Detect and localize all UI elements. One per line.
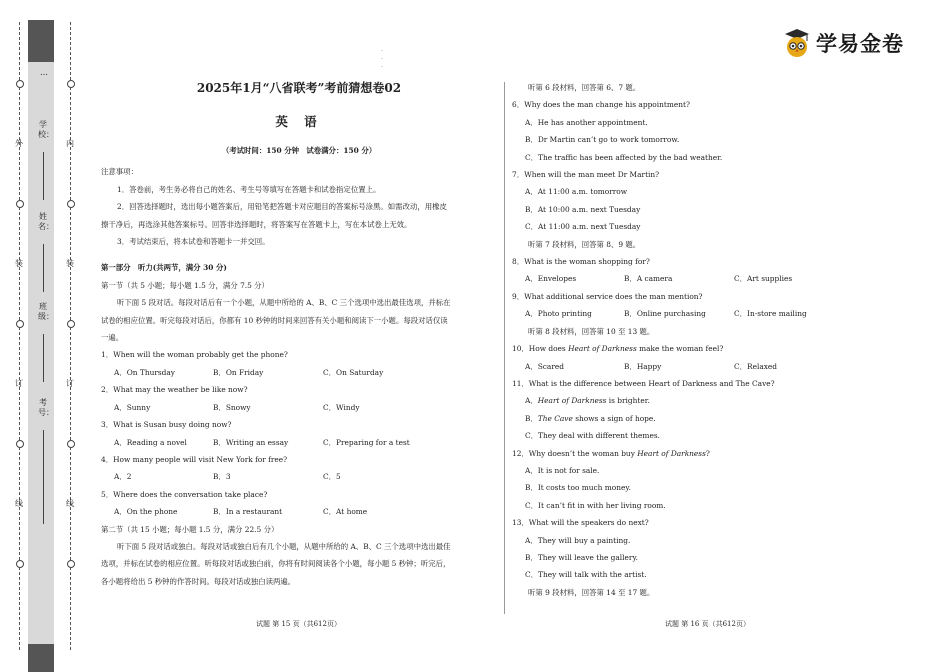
note-item: 3．考试结束后，将本试卷和答题卡一并交回。	[117, 237, 270, 247]
option-a[interactable]: A．Scared	[525, 361, 564, 371]
material-instruction: 听第 7 段材料，回答第 8、9 题。	[528, 239, 641, 249]
gray-band-top	[28, 20, 54, 62]
option-a[interactable]: A．Photo printing	[525, 309, 592, 319]
question-3: 3．What is Susan busy doing now?	[101, 420, 232, 430]
section-instructions: 听下面 5 段对话或独白。每段对话或独白后有几个小题，从题中所给的 A、B、C 三个选项中选出最佳	[117, 541, 451, 551]
exam-title: 2025年1月“八省联考”考前猜想卷02	[196, 81, 402, 95]
question-12: 12．Why doesn’t the woman buy Heart of Darkness?	[512, 448, 710, 458]
binding-margin	[0, 0, 90, 672]
part-heading: 第一部分 听力(共两节，满分 30 分)	[101, 263, 227, 273]
question-9-options	[512, 305, 912, 322]
note-item: 2．回答选择题时，选出每小题答案后，用铅笔把答题卡对应题目的答案标号涂黑。如需改动，用橡皮	[117, 202, 447, 212]
question-3-options	[101, 434, 497, 451]
name-field-line[interactable]	[43, 244, 44, 292]
question-7: 7．When will the man meet Dr Martin?	[512, 170, 660, 180]
binding-hole	[67, 320, 75, 328]
option-c[interactable]: C．Art supplies	[734, 274, 793, 284]
question-4-options	[101, 468, 497, 485]
option-b[interactable]: B．The Cave shows a sign of hope.	[525, 413, 656, 423]
option-c[interactable]: C．In-store mailing	[734, 309, 807, 319]
option-b[interactable]: B．Online purchasing	[624, 309, 706, 319]
page-footer-right: 试题 第 16 页（共612页）	[665, 620, 750, 628]
exam-no-field-label: 考号：	[38, 398, 54, 417]
section-instructions: 听下面 5 段对话。每段对话后有一个小题，从题中所给的 A、B、C 三个选项中选出最佳选项，并标在	[117, 298, 451, 308]
binding-hole	[16, 80, 24, 88]
option-b[interactable]: B．On Friday	[213, 367, 264, 377]
question-1-options	[101, 364, 497, 381]
exam-no-field-line[interactable]	[43, 430, 44, 524]
graduate-owl-icon	[784, 28, 810, 58]
binding-hole	[16, 440, 24, 448]
inner-label: 装	[66, 259, 74, 268]
inner-dashed-line	[70, 22, 71, 650]
exam-subject: 英 语	[275, 114, 323, 129]
option-a[interactable]: A．On the phone	[114, 507, 178, 517]
option-a[interactable]: A．Sunny	[114, 402, 151, 412]
decorative-dots: · · ·	[381, 48, 383, 71]
note-item: 擦干净后，再选涂其他答案标号。回答非选择题时，将答案写在答题卡上，写在本试卷上无效。	[101, 219, 412, 229]
option-b[interactable]: B．Writing an essay	[213, 437, 289, 447]
question-4: 4．How many people will visit New York for free?	[101, 454, 288, 464]
option-c[interactable]: C．It can’t fit in with her living room.	[525, 500, 666, 510]
inner-label: 订	[66, 379, 74, 388]
option-b[interactable]: B．Dr Martin can’t go to work tomorrow.	[525, 135, 680, 145]
option-a[interactable]: A．Heart of Darkness is brighter.	[525, 396, 650, 406]
option-b[interactable]: B．At 10:00 a.m. next Tuesday	[525, 204, 641, 214]
brand-name: 学易金卷	[816, 32, 904, 56]
option-b[interactable]: B．3	[213, 472, 231, 482]
option-b[interactable]: B．Happy	[624, 361, 662, 371]
option-b[interactable]: B．In a restaurant	[213, 507, 283, 517]
option-c[interactable]: C．On Saturday	[323, 367, 384, 377]
school-field-label: 学校：	[38, 120, 54, 139]
outer-dashed-line	[19, 22, 20, 650]
question-2-options	[101, 399, 497, 416]
question-8: 8．What is the woman shopping for?	[512, 257, 650, 267]
brand-logo	[784, 28, 904, 58]
option-a[interactable]: A．On Thursday	[114, 367, 175, 377]
binding-hole	[67, 80, 75, 88]
option-c[interactable]: C．Relaxed	[734, 361, 778, 371]
question-8-options	[512, 270, 912, 287]
binding-mark: …	[40, 68, 48, 77]
question-6: 6．Why does the man change his appointment?	[512, 100, 690, 110]
binding-hole	[16, 560, 24, 568]
binding-hole	[67, 560, 75, 568]
option-a[interactable]: A．2	[114, 472, 132, 482]
notes-heading: 注意事项：	[101, 167, 138, 177]
outer-label: 线	[15, 499, 23, 508]
left-column	[101, 80, 497, 590]
binding-hole	[16, 320, 24, 328]
question-5-options	[101, 503, 497, 520]
question-9: 9．What additional service does the man mention?	[512, 291, 703, 301]
option-a[interactable]: A．Reading a novel	[114, 437, 187, 447]
class-field-label: 班级：	[38, 302, 54, 321]
material-instruction: 听第 8 段材料，回答第 10 至 13 题。	[528, 326, 655, 336]
exam-time: （考试时间：150 分钟 试卷满分：150 分）	[221, 146, 377, 155]
question-10: 10．How does Heart of Darkness make the woman feel?	[512, 344, 724, 354]
material-instruction: 听第 6 段材料，回答第 6、7 题。	[528, 83, 641, 92]
question-5: 5．Where does the conversation take place?	[101, 489, 268, 499]
option-c[interactable]: C．At 11:00 a.m. next Tuesday	[525, 222, 641, 232]
section-instructions: 一遍。	[101, 333, 124, 343]
question-11: 11．What is the difference between Heart of Darkness and The Cave?	[512, 378, 775, 388]
option-a[interactable]: A．They will buy a painting.	[525, 535, 631, 545]
outer-label: 外	[15, 139, 23, 148]
question-1: 1．When will the woman probably get the phone?	[101, 350, 288, 360]
binding-hole	[67, 200, 75, 208]
right-column	[512, 79, 912, 601]
gray-band-bottom	[28, 644, 54, 672]
section-heading: 第一节（共 5 小题；每小题 1.5 分，满分 7.5 分）	[101, 280, 269, 290]
option-c[interactable]: C．Windy	[323, 402, 360, 412]
column-divider	[504, 82, 505, 614]
option-a[interactable]: A．He has another appointment.	[525, 117, 648, 127]
option-a[interactable]: A．At 11:00 a.m. tomorrow	[525, 187, 628, 197]
binding-hole	[67, 440, 75, 448]
option-b[interactable]: B．Snowy	[213, 402, 251, 412]
option-c[interactable]: C．Preparing for a test	[323, 437, 410, 447]
question-13: 13．What will the speakers do next?	[512, 518, 649, 528]
option-b[interactable]: B．They will leave the gallery.	[525, 552, 638, 562]
option-c[interactable]: C．5	[323, 472, 341, 482]
option-a[interactable]: A．It is not for sale.	[525, 465, 600, 475]
name-field-label: 姓名：	[38, 212, 54, 231]
option-c[interactable]: C．At home	[323, 507, 368, 517]
question-2: 2．What may the weather be like now?	[101, 385, 248, 395]
gray-band	[28, 20, 54, 672]
class-field-line[interactable]	[43, 334, 44, 382]
section-instructions: 各小题将给出 5 秒钟的作答时间。每段对话或独白读两遍。	[101, 576, 296, 586]
page-footer-left: 试题 第 15 页（共612页）	[256, 620, 341, 628]
option-a[interactable]: A．Envelopes	[525, 274, 577, 284]
option-b[interactable]: B．A camera	[624, 274, 673, 284]
option-c[interactable]: C．They will talk with the artist.	[525, 570, 647, 580]
inner-label: 线	[66, 499, 74, 508]
binding-hole	[16, 200, 24, 208]
inner-label: 内	[66, 139, 74, 148]
outer-label: 订	[15, 379, 23, 388]
material-instruction: 听第 9 段材料，回答第 14 至 17 题。	[528, 587, 655, 597]
option-b[interactable]: B．It costs too much money.	[525, 483, 631, 493]
section-heading: 第二节（共 15 小题；每小题 1.5 分，满分 22.5 分）	[101, 524, 279, 534]
question-10-options	[512, 358, 912, 375]
section-instructions: 选项，并标在试卷的相应位置。听每段对话或独白前，你将有时间阅读各个小题，每小题 5 秒钟；听完后，	[101, 559, 451, 569]
option-c[interactable]: C．The traffic has been affected by the bad weather.	[525, 152, 723, 162]
section-instructions: 试卷的相应位置。听完每段对话后，你都有 10 秒钟的时间来回答有关小题和阅读下一小题。每段对话仅读	[101, 315, 448, 325]
outer-label: 装	[15, 259, 23, 268]
option-c[interactable]: C．They deal with different themes.	[525, 431, 660, 441]
school-field-line[interactable]	[43, 152, 44, 200]
note-item: 1．答卷前，考生务必将自己的姓名、考生号等填写在答题卡和试卷指定位置上。	[117, 184, 381, 194]
